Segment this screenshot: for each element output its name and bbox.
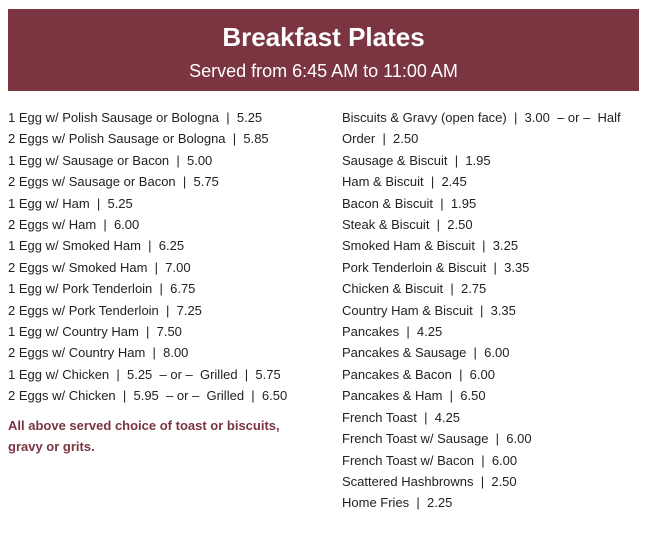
menu-item: Home Fries | 2.25 — [342, 495, 453, 511]
menu-item: Chicken & Biscuit | 2.75 — [342, 281, 487, 297]
menu-item: 1 Egg w/ Ham | 5.25 — [8, 195, 133, 211]
menu-item: 1 Egg w/ Pork Tenderloin | 6.75 — [8, 281, 196, 297]
menu-item: 1 Egg w/ Sausage or Bacon | 5.00 — [8, 152, 213, 168]
menu-item: French Toast w/ Sausage | 6.00 — [342, 431, 532, 447]
menu-item: 2 Eggs w/ Ham | 6.00 — [8, 217, 140, 233]
menu-item: Pancakes | 4.25 — [342, 324, 443, 340]
menu-item: 2 Eggs w/ Smoked Ham | 7.00 — [8, 259, 191, 275]
menu-item: 2 Eggs w/ Chicken | 5.95 – or – Grilled | 6.50 — [8, 388, 288, 404]
menu-item: Pork Tenderloin & Biscuit | 3.35 — [342, 259, 530, 275]
menu-item: 1 Egg w/ Polish Sausage or Bologna | 5.25 — [8, 110, 263, 125]
menu-item: Steak & Biscuit | 2.50 — [342, 217, 473, 233]
menu-item: Biscuits & Gravy (open face) | 3.00 – or – Half Order | 2.50 — [342, 110, 625, 147]
menu-item: 2 Eggs w/ Country Ham | 8.00 — [8, 345, 189, 361]
menu-item: 1 Egg w/ Smoked Ham | 6.25 — [8, 238, 185, 254]
menu-item: Sausage & Biscuit | 1.95 — [342, 152, 491, 168]
menu-header-banner — [8, 9, 639, 91]
menu-item: Country Ham & Biscuit | 3.35 — [342, 302, 516, 318]
menu-item: French Toast w/ Bacon | 6.00 — [342, 452, 518, 468]
menu-title: Breakfast Plates — [222, 22, 425, 52]
menu-item: 2 Eggs w/ Pork Tenderloin | 7.25 — [8, 302, 202, 318]
menu-item: Pancakes & Bacon | 6.00 — [342, 366, 495, 382]
menu-item: Pancakes & Sausage | 6.00 — [342, 345, 510, 361]
serving-note: All above served choice of toast or biscuits, gravy or grits. — [8, 417, 280, 454]
menu-item: French Toast | 4.25 — [342, 409, 461, 425]
menu-column-right — [342, 107, 632, 514]
menu-item: Bacon & Biscuit | 1.95 — [342, 195, 477, 211]
menu-item: 1 Egg w/ Chicken | 5.25 – or – Grilled | 5.75 — [8, 366, 281, 382]
menu-item: 2 Eggs w/ Sausage or Bacon | 5.75 — [8, 174, 219, 190]
menu-item: Smoked Ham & Biscuit | 3.25 — [342, 238, 519, 254]
menu-item: 2 Eggs w/ Polish Sausage or Bologna | 5.85 — [8, 131, 269, 147]
menu-item: Ham & Biscuit | 2.45 — [342, 174, 467, 190]
menu-serving-hours: Served from 6:45 AM to 11:00 AM — [189, 61, 458, 81]
menu-column-left — [8, 107, 328, 457]
menu-item: Pancakes & Ham | 6.50 — [342, 388, 486, 404]
menu-item: Scattered Hashbrowns | 2.50 — [342, 473, 517, 489]
menu-item: 1 Egg w/ Country Ham | 7.50 — [8, 324, 182, 340]
